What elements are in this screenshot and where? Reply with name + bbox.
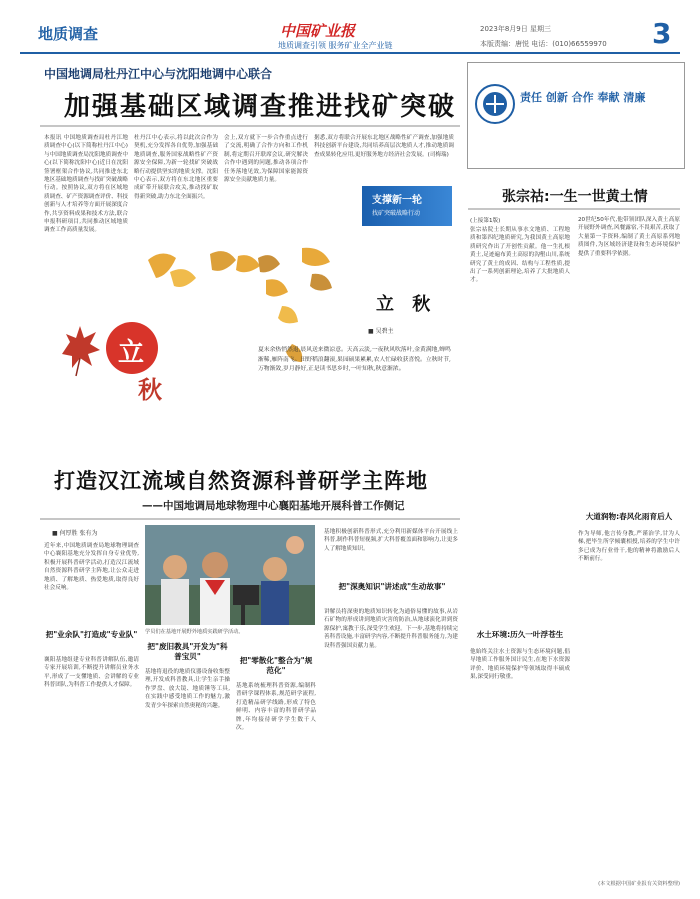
autumn-essay-panel — [40, 246, 460, 446]
biography-subtitle-2: 大道润物:春风化雨育后人 — [585, 512, 673, 521]
biography-column-2 — [578, 216, 680, 506]
feature-column-1-text: 近年来,中国地质调查局地球物理调查中心襄阳基地充分发挥自身专业优势,积极开展科普研学活动,打造汉江流域自然资源科普研学主阵地,让公众走进地质、了解地质、热爱地质,取得良好社会反响。 — [44, 543, 139, 592]
promo-ad — [467, 62, 685, 169]
biography-column-3 — [470, 648, 570, 878]
lead-column-1-text: 本报讯 中国地质调查局杜丹江地质调查中心(以下简称杜丹江中心)与中国地质调查局沈阳地质调查中心(以下简称沈阳中心)近日在沈阳签署框架合作协议,共同推进东北地区基础地质调查与找矿突破战略行动。按照协议,双方将在区域地质调查、矿产资源调查评价、科技创新与人才培养等方面开展深度合作,共享资料成果和技术方法,联合申报科研项目,共同推动区域地质调查工作高质量发展。 — [44, 135, 128, 234]
students-photo-illustration — [145, 525, 315, 625]
biography-source: (本文根据中国矿业报有关资料整理) — [598, 881, 680, 887]
lead-column-3 — [224, 134, 308, 242]
autumn-big-char-1: 立 — [118, 338, 145, 368]
biography-column-1-text: 张宗祜院士长期从事水文地质、工程地质和第四纪地质研究,为我国黄土高原地质研究作出了开创性贡献。他一生扎根黄土,足迹遍布黄土高原的沟壑山川,系统研究了黄土的成因、结构与工程性质,提出了一系列创新理论,培养了大批地质人才。 — [470, 227, 570, 284]
autumn-author-name: 吴碧主 — [375, 328, 394, 335]
lead-column-1 — [44, 134, 128, 242]
feature-subtitle-3: 把"零散化"整合为"规范化" — [239, 656, 313, 675]
survey-emblem-icon — [474, 83, 516, 125]
feature-column-4a-text: 基地积极创新科普形式,充分利用新媒体平台开展线上科普,制作科普短视频,扩大科普覆盖面和影响力,让更多人了解地质知识。 — [324, 529, 458, 552]
feature-subtitle-2: 把"废旧教具"开发为"科普宝贝" — [147, 642, 228, 661]
feature-column-1b — [44, 656, 139, 886]
lead-column-3-text: 会上,双方就下一步合作重点进行了交流,明确了合作方向和工作机制,将定期召开联席会议,研究解决合作中遇到的问题,推动各项合作任务落地见效,为保障国家能源资源安全贡献地质力量。 — [224, 135, 308, 184]
ginkgo-right-icon — [302, 248, 332, 291]
feature-byline — [52, 528, 98, 537]
feature-column-1 — [44, 542, 139, 628]
biography-divider — [468, 208, 680, 210]
biography-column-4-text: 作为导师,他言传身教,严谨治学,甘为人梯,把毕生所学倾囊相授,培养的学生中许多已成为行业骨干,他的精神将激励后人不断前行。 — [578, 531, 680, 563]
section-name: 地质调查 — [38, 25, 99, 43]
biography-byline: (上接第1版) — [470, 218, 501, 224]
autumn-title: 立 秋 — [376, 294, 437, 315]
biography-column-1 — [470, 226, 570, 624]
autumn-poem: 夏末余热悄然退,晨风送来微凉意。天高云淡,一夜秋风吹落叶,金黄满地,蝉鸣渐稀,雁阵南飞。田野稻浪翻滚,果园硕果累累,农人忙碌收获喜悦。立秋时节,万物渐敛,岁月静好,正是读书思乡时,一叶知秋,秋意渐浓。 — [258, 347, 451, 372]
feature-column-2-text: 基地将退役的地质仪器设备收集整理,开发成科普教具,让学生亲手操作罗盘、放大镜、地质锤等工具,在实践中感受地质工作的魅力,激发青少年探索自然奥秘的兴趣。 — [145, 669, 230, 709]
promo-ad-slogan: 责任 创新 合作 奉献 清廉 — [520, 91, 646, 104]
masthead-logo: 中国矿业报 — [280, 22, 356, 40]
feature-column-2 — [145, 668, 230, 886]
feature-column-1b-text: 襄阳基地组建专业科普讲解队伍,邀请专家开展培训,不断提升讲解员业务水平,形成了一支懂地质、会讲解的专业科普团队,为科普工作提供人才保障。 — [44, 657, 139, 689]
editor-info: 本版责编：唐悦 电话：(010)66559970 — [480, 40, 607, 48]
biography-title: 张宗祜:一生一世黄土情 — [502, 189, 648, 205]
author-icon: ■ — [368, 328, 376, 335]
feature-divider — [40, 518, 460, 520]
support-banner-line2: 找矿突破战略行动 — [372, 210, 421, 217]
biography-column-3-text: 他始终关注水土资源与生态环境问题,倡导地质工作服务国计民生,在地下水资源评价、地质环境保护等领域取得丰硕成果,深受同行敬重。 — [470, 649, 570, 681]
feature-subtitle-4: 把"深奥知识"讲述成"生动故事" — [338, 582, 446, 591]
feature-column-4b — [324, 608, 458, 886]
byline-icon: ■ — [52, 530, 60, 537]
feature-column-4b-text: 讲解员将深奥的地质知识转化为通俗易懂的故事,从岩石矿物的形成讲到地质灾害的防治,从地球演化讲到资源保护,寓教于乐,深受学生欢迎。下一步,基地将持续完善科普设施,丰富研学内容,不断提升科普服务能力,为建设科普强国贡献力量。 — [324, 609, 458, 649]
page-number: 3 — [652, 17, 672, 50]
lead-column-4-text: 据悉,双方将联合开展东北地区战略性矿产调查,加强地质科技创新平台建设,共同培养高层次地质人才,推动地质调查成果转化应用,更好服务地方经济社会发展。(司梅瑞) — [314, 135, 454, 158]
feature-photo — [145, 525, 315, 625]
feature-column-4a — [324, 528, 458, 578]
feature-subtitle-1: 把"业余队"打造成"专业队" — [45, 630, 138, 639]
biography-column-4 — [578, 530, 680, 878]
feature-column-3 — [236, 682, 316, 886]
feature-photo-caption: 学员们在基地开展野外地质实践研学活动。 — [145, 629, 244, 635]
publication-date: 2023年8月9日 星期三 — [480, 25, 551, 33]
lead-column-2-text: 杜丹江中心表示,将以此次合作为契机,充分发挥各自优势,加强基础地质调查,服务国家战略性矿产资源安全保障,为新一轮找矿突破战略行动提供坚实的地质支撑。沈阳中心表示,双方将在东北地区重要成矿带开展联合攻关,推动找矿取得新突破,助力东北全面振兴。 — [134, 135, 218, 200]
masthead-slogan: 地质调查引领 服务矿业全产业链 — [278, 41, 393, 50]
lead-headline: 加强基础区域调查推进找矿突破 — [64, 92, 457, 122]
lead-column-4 — [314, 134, 454, 182]
feature-column-3-text: 基地系统梳理科普资源,编制科普研学课程体系,规范研学流程,打造精品研学线路,形成了特色鲜明、内容丰富的科普研学品牌,年均接待研学学生数千人次。 — [236, 683, 316, 732]
feature-headline: 打造汉江流域自然资源科普研学主阵地 — [54, 469, 428, 493]
autumn-big-char-2: 秋 — [138, 375, 162, 404]
feature-byline-text: 何厚胜 张有为 — [59, 530, 98, 537]
biography-subtitle-1: 水土环境:历久一叶浮苍生 — [476, 630, 564, 639]
autumn-author — [368, 326, 394, 335]
lead-column-2 — [134, 134, 218, 242]
support-banner-line1: 支撑新一轮 — [372, 195, 422, 206]
feature-subhead: ——中国地调局地球物理中心襄阳基地开展科普工作侧记 — [142, 500, 405, 512]
page-header — [20, 18, 680, 54]
support-banner — [362, 186, 452, 226]
headline-divider — [40, 125, 460, 127]
maple-leaf-icon — [62, 326, 100, 376]
lead-kicker: 中国地调局杜丹江中心与沈阳地调中心联合 — [44, 67, 273, 81]
biography-column-2-text: 20世纪50年代,他带领团队深入黄土高原开展野外调查,风餐露宿,不畏艰苦,获取了大量第一手资料,编制了黄土高原系列地质图件,为区域经济建设和生态环境保护提供了重要科学依据。 — [578, 217, 680, 257]
